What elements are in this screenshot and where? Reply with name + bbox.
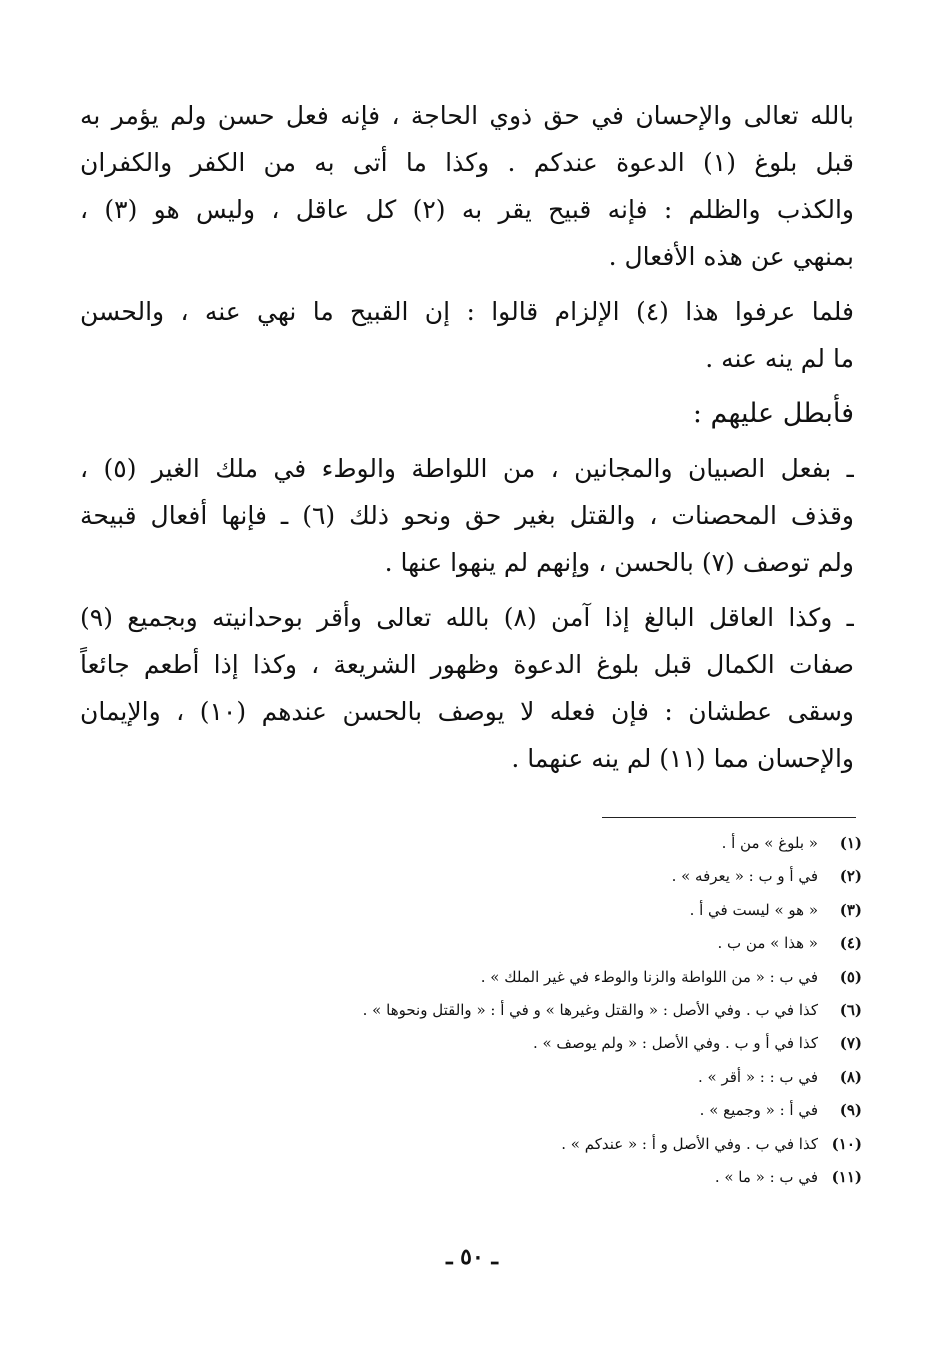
text-line: ـ وكذا العاقل البالغ إذا آمن (٨) بالله تعالى وأقر بوحدانيته وبجميع (٩) (80, 603, 854, 632)
text-line: ولم توصف (٧) بالحسن ، وإنهم لم ينهوا عنها . (384, 548, 854, 577)
text-line: قبل بلوغ (١) الدعوة عندكم . وكذا ما أتى به من الكفر والكفران (80, 148, 854, 177)
footnote-text: في ب : : « أقر » . (697, 1067, 818, 1086)
paragraph-1 (80, 92, 854, 280)
footnote-number: (٦) (839, 1001, 862, 1020)
text-line: بمنهي عن هذه الأفعال . (608, 242, 854, 271)
footnote (162, 927, 862, 960)
footnote-text: « بلوغ » من أ . (721, 834, 818, 852)
text-line: ـ بفعل الصبيان والمجانين ، من اللواطة والوطء في ملك الغير (٥) ، (80, 454, 854, 483)
paragraph-3 (80, 390, 854, 437)
text-line: والكذب والظلم : فإنه قبيح يقر به (٢) كل عاقل ، وليس هو (٣) ، (80, 195, 854, 224)
page-number: ـ ٥٠ ـ (446, 1244, 498, 1270)
footnote-text: في ب : « من اللواطة والزنا والوطء في غير الملك » . (480, 967, 818, 986)
footnote (162, 1161, 862, 1194)
footnote (162, 1128, 862, 1161)
footnote-divider (602, 817, 856, 818)
footnote (162, 860, 862, 893)
footnote (162, 1027, 862, 1060)
footnote-number: (٣) (839, 900, 862, 919)
paragraph-2 (80, 288, 854, 382)
footnote-text: كذا في ب . وفي الأصل : « والقتل وغيرها » و في أ : « والقتل ونحوها » . (362, 1001, 818, 1020)
footnote (162, 1094, 862, 1127)
text-line: بالله تعالى والإحسان في حق ذوي الحاجة ، فإنه فعل حسن ولم يؤمر به (80, 101, 854, 130)
footnote (162, 1061, 862, 1094)
footnote-text: في أ و ب : « يعرفه » . (671, 867, 818, 886)
footnote-number: (٢) (839, 867, 862, 886)
text-line: وقذف المحصنات ، والقتل بغير حق ونحو ذلك (٦) ـ فإنها أفعال قبيحة (80, 501, 854, 530)
text-line: فلما عرفوا هذا (٤) الإلزام قالوا : إن القبيح ما نهي عنه ، والحسن (80, 297, 854, 326)
footnote-number: (٥) (839, 967, 862, 986)
footnote-text: كذا في أ و ب . وفي الأصل : « ولم يوصف » . (532, 1034, 818, 1053)
footnote (162, 894, 862, 927)
text-line: صفات الكمال قبل بلوغ الدعوة وظهور الشريعة ، وكذا إذا أطعم جائعاً (80, 650, 854, 679)
footnote (162, 994, 862, 1027)
footnote-number: (١١) (831, 1168, 862, 1187)
paragraph-4 (80, 445, 854, 586)
main-text (80, 92, 854, 782)
footnote-text: « هو » ليست في أ . (689, 900, 818, 919)
footnote-number: (٤) (839, 934, 862, 953)
text-line: والإحسان مما (١١) لم ينه عنهما . (511, 744, 854, 773)
footnotes (162, 827, 862, 1194)
footnote-number: (٨) (839, 1067, 862, 1086)
footnote-number: (١) (839, 834, 862, 852)
footnote (162, 961, 862, 994)
footnote-number: (٧) (839, 1034, 862, 1053)
footnote-number: (٩) (839, 1101, 862, 1120)
footnote-text: في ب : « ما » . (714, 1168, 818, 1187)
footnote (162, 827, 862, 860)
text-line: فأبطل عليهم : (692, 398, 854, 429)
text-line: وسقى عطشان : فإن فعله لا يوصف بالحسن عندهم (١٠) ، والإيمان (80, 697, 854, 726)
footnote-text: « هذا » من ب . (717, 934, 818, 953)
footnote-text: كذا في ب . وفي الأصل و أ : « عندكم » . (561, 1134, 818, 1153)
text-line: ما لم ينه عنه . (705, 344, 854, 373)
paragraph-5 (80, 594, 854, 782)
footnote-text: في أ : « وجميع » . (699, 1101, 818, 1120)
footnote-number: (١٠) (831, 1134, 862, 1153)
